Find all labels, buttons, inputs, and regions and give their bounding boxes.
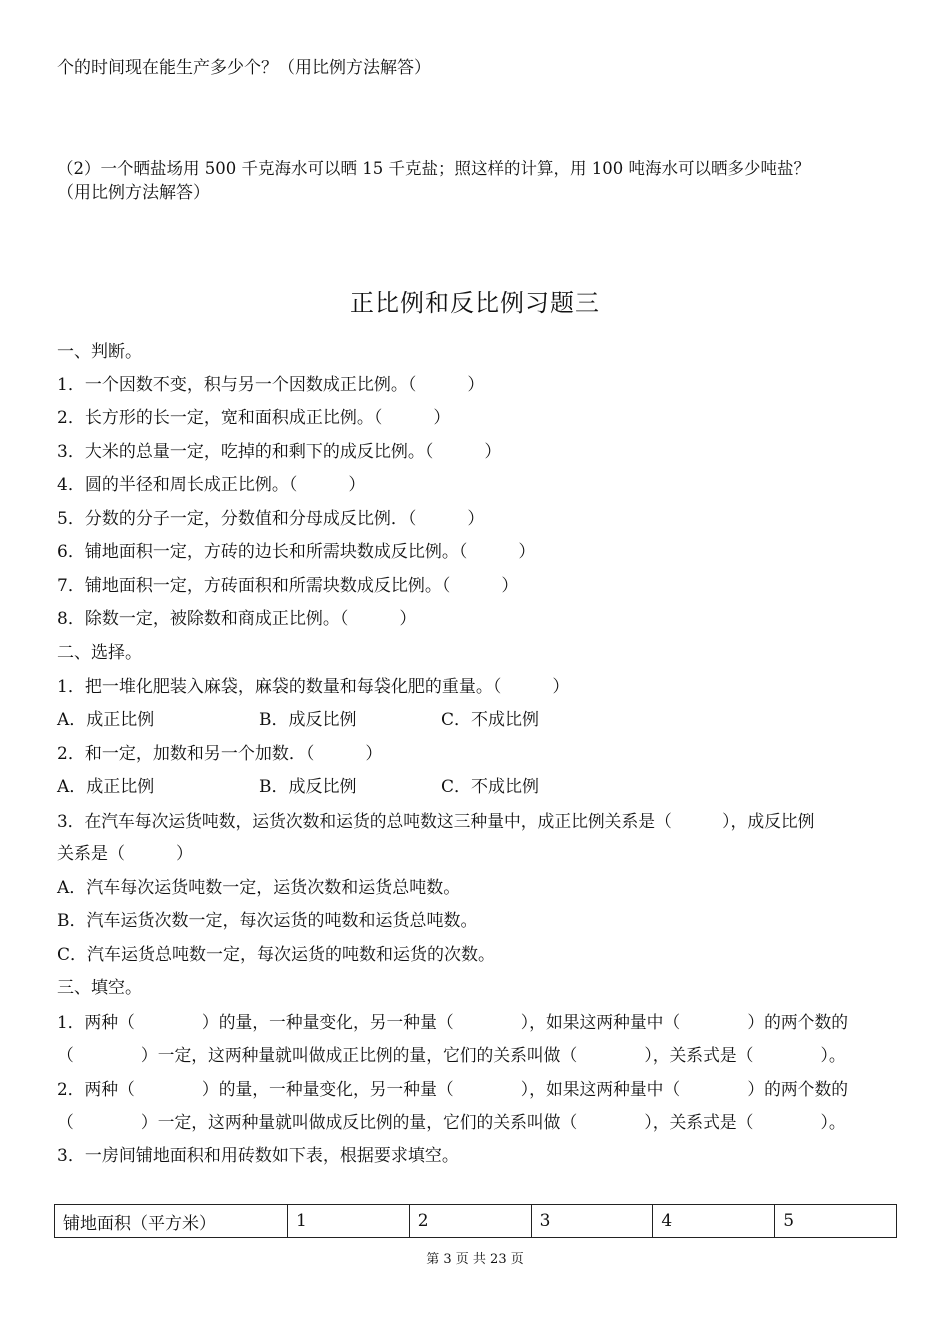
judge-item-5: 5．分数的分子一定，分数值和分母成反比例．（ ） <box>57 509 485 529</box>
table-cell: 2 <box>409 1205 531 1238</box>
fill-question-1-line-2: （ ）一定，这两种量就叫做成正比例的量，它们的关系叫做（ ），关系式是（ ）。 <box>57 1045 846 1065</box>
judge-item-6: 6．铺地面积一定，方砖的边长和所需块数成反比例。（ ） <box>57 542 536 562</box>
section-1-heading: 一、判断。 <box>57 342 142 362</box>
choice-2-option-c: C．不成比例 <box>441 777 540 797</box>
table-cell: 5 <box>775 1205 897 1238</box>
choice-3-option-c: C．汽车运货总吨数一定，每次运货的吨数和运货的次数。 <box>57 945 496 965</box>
choice-question-1: 1．把一堆化肥装入麻袋，麻袋的数量和每袋化肥的重量。（ ） <box>57 677 570 697</box>
judge-item-3: 3．大米的总量一定，吃掉的和剩下的成反比例。（ ） <box>57 442 502 462</box>
choice-question-3-line-2: 关系是（ ） <box>57 844 193 864</box>
choice-1-option-b: B．成反比例 <box>259 710 357 730</box>
choice-2-option-b: B．成反比例 <box>259 777 357 797</box>
continued-question-line: 个的时间现在能生产多少个？（用比例方法解答） <box>57 58 431 78</box>
section-3-heading: 三、填空。 <box>57 978 142 998</box>
judge-item-4: 4．圆的半径和周长成正比例。（ ） <box>57 475 366 495</box>
area-table <box>54 1204 897 1238</box>
judge-item-2: 2．长方形的长一定，宽和面积成正比例。（ ） <box>57 408 451 428</box>
question-2-line-1: （2）一个晒盐场用 500 千克海水可以晒 15 千克盐；照这样的计算，用 100 吨海水可以晒多少吨盐？ <box>57 159 810 178</box>
page-title: 正比例和反比例习题三 <box>350 289 600 317</box>
choice-question-2: 2．和一定，加数和另一个加数．（ ） <box>57 744 383 764</box>
choice-question-3-line-1: 3．在汽车每次运货吨数，运货次数和运货的总吨数这三种量中，成正比例关系是（ ），成反比例 <box>57 811 815 831</box>
choice-3-option-a: A．汽车每次运货吨数一定，运货次数和运货总吨数。 <box>57 878 461 898</box>
choice-3-option-b: B．汽车运货次数一定，每次运货的吨数和运货总吨数。 <box>57 911 478 931</box>
choice-1-option-c: C．不成比例 <box>441 710 540 730</box>
judge-item-1: 1．一个因数不变，积与另一个因数成正比例。（ ） <box>57 375 485 395</box>
judge-item-8: 8．除数一定，被除数和商成正比例。（ ） <box>57 609 417 629</box>
table-cell: 1 <box>288 1205 410 1238</box>
judge-item-7: 7．铺地面积一定，方砖面积和所需块数成反比例。（ ） <box>57 576 519 596</box>
choice-1-option-a: A．成正比例 <box>57 710 155 730</box>
table-header-cell: 铺地面积（平方米） <box>55 1205 288 1238</box>
table-cell: 3 <box>531 1205 653 1238</box>
page-footer: 第 3 页 共 23 页 <box>426 1252 524 1267</box>
fill-question-2-line-1: 2．两种（ ）的量，一种量变化，另一种量（ ），如果这两种量中（ ）的两个数的 <box>57 1079 849 1099</box>
fill-question-3: 3．一房间铺地面积和用砖数如下表，根据要求填空。 <box>57 1146 459 1166</box>
table-row <box>55 1205 897 1238</box>
fill-question-1-line-1: 1．两种（ ）的量，一种量变化，另一种量（ ），如果这两种量中（ ）的两个数的 <box>57 1012 849 1032</box>
choice-2-option-a: A．成正比例 <box>57 777 155 797</box>
section-2-heading: 二、选择。 <box>57 643 142 663</box>
table-cell: 4 <box>653 1205 775 1238</box>
fill-question-2-line-2: （ ）一定，这两种量就叫做成反比例的量，它们的关系叫做（ ），关系式是（ ）。 <box>57 1112 846 1132</box>
question-2-line-2: （用比例方法解答） <box>57 183 210 203</box>
